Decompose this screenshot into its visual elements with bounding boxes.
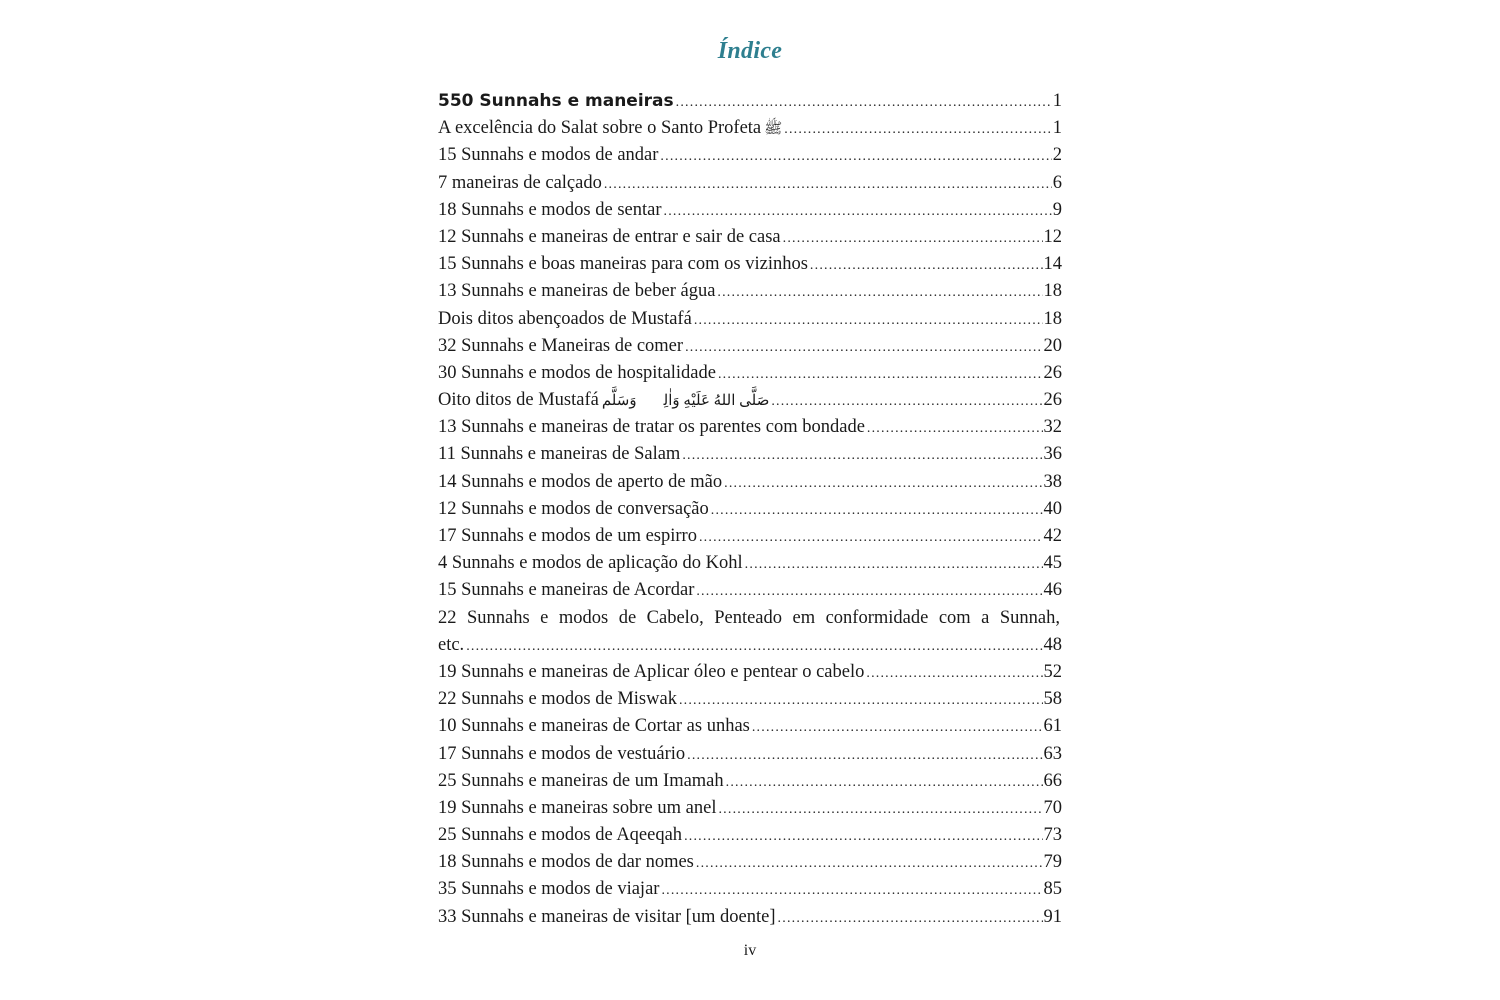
toc-entry (438, 142, 1062, 169)
dot-leader (687, 742, 1042, 769)
toc-entry-title-text: Dois ditos abençoados de Mustafá (438, 308, 692, 329)
honorific-calligraphy: ﷺ (764, 121, 783, 138)
dot-leader (684, 823, 1042, 850)
toc-entry-title (438, 523, 699, 550)
toc-entry (438, 387, 1062, 414)
toc-entry-title-text: 18 Sunnahs e modos de dar nomes (438, 852, 694, 873)
toc-entry-title (438, 115, 784, 143)
table-of-contents (438, 88, 1062, 931)
toc-page-number: 12 (1043, 226, 1062, 247)
toc-entry (438, 795, 1062, 822)
toc-entry (438, 441, 1062, 468)
toc-entry (438, 306, 1062, 333)
dot-leader (783, 225, 1043, 252)
toc-entry-title-text: 7 maneiras de calçado (438, 172, 602, 193)
toc-page-number: 91 (1043, 906, 1062, 927)
toc-entry-title (438, 822, 684, 849)
toc-entry (438, 577, 1062, 604)
toc-entry-title (438, 387, 771, 415)
toc-page-number: 18 (1043, 281, 1062, 302)
toc-entry (438, 768, 1062, 795)
toc-entry-title (438, 441, 682, 468)
dot-leader (718, 361, 1043, 388)
toc-entry-title (438, 904, 778, 931)
dot-leader (724, 470, 1042, 497)
toc-entry-title-text: 11 Sunnahs e maneiras de Salam (438, 444, 681, 465)
toc-entry-title-text: 12 Sunnahs e modos de conversação (438, 498, 709, 519)
toc-entry-title (438, 768, 726, 795)
toc-entry-title (438, 278, 717, 305)
toc-entry-title-text: 15 Sunnahs e modos de andar (438, 145, 659, 166)
toc-entry-title (438, 414, 867, 441)
toc-entry-title-continuation: etc. (438, 634, 465, 655)
dot-leader (778, 905, 1043, 932)
dot-leader (726, 769, 1043, 796)
toc-entry-title-text: 19 Sunnahs e maneiras sobre um anel (438, 797, 717, 818)
toc-page-number: 66 (1043, 770, 1062, 791)
toc-page-number: 38 (1043, 471, 1062, 492)
dot-leader (699, 524, 1043, 551)
toc-page-number: 52 (1043, 661, 1062, 682)
toc-page-number: 26 (1043, 362, 1062, 383)
toc-page-number: 85 (1043, 879, 1062, 900)
toc-entry-title (438, 577, 696, 604)
toc-entry-title-text: 550 Sunnahs e maneiras (438, 91, 674, 111)
toc-entry-title-text: 13 Sunnahs e maneiras de beber água (438, 281, 716, 302)
toc-entry (438, 904, 1062, 931)
toc-page-number: 1 (1052, 91, 1062, 111)
toc-entry-title-text: 25 Sunnahs e modos de Aqeeqah (438, 825, 683, 846)
toc-page-number: 2 (1052, 145, 1062, 166)
toc-page-number: 79 (1043, 852, 1062, 873)
toc-page-number: 46 (1043, 580, 1062, 601)
toc-entry (438, 360, 1062, 387)
toc-entry-title (438, 88, 676, 115)
toc-section-heading (438, 88, 1062, 115)
toc-page-number: 63 (1043, 743, 1062, 764)
dot-leader (694, 307, 1043, 334)
toc-entry-title-text: 18 Sunnahs e modos de sentar (438, 199, 662, 220)
dot-leader (752, 714, 1043, 741)
toc-entry (438, 849, 1062, 876)
dot-leader (466, 633, 1042, 660)
page-number: iv (743, 942, 757, 959)
toc-page-number: 40 (1043, 498, 1062, 519)
toc-entry (438, 469, 1062, 496)
toc-entry-title (438, 224, 783, 251)
toc-entry-continuation (438, 632, 1062, 659)
dot-leader (718, 796, 1042, 823)
toc-page-number: 6 (1052, 172, 1062, 193)
toc-entry-title-text: 25 Sunnahs e maneiras de um Imamah (438, 770, 724, 791)
toc-entry-title-text: 10 Sunnahs e maneiras de Cortar as unhas (438, 716, 750, 737)
toc-entry-title (438, 550, 745, 577)
dot-leader (866, 660, 1042, 687)
toc-entry (438, 251, 1062, 278)
toc-entry (438, 523, 1062, 550)
dot-leader (676, 89, 1052, 116)
page-title: Índice (717, 38, 783, 64)
toc-page-number: 48 (1043, 634, 1062, 655)
toc-entry (438, 659, 1062, 686)
dot-leader (717, 279, 1042, 306)
dot-leader (679, 687, 1043, 714)
toc-entry (438, 713, 1062, 740)
toc-entry-title (438, 306, 694, 333)
toc-entry-title (438, 496, 711, 523)
toc-entry-title (438, 741, 687, 768)
toc-entry-title-text: 30 Sunnahs e modos de hospitalidade (438, 362, 716, 383)
toc-entry-title-text: 14 Sunnahs e modos de aperto de mão (438, 471, 723, 492)
toc-entry (438, 876, 1062, 903)
toc-entry-title-text: 35 Sunnahs e modos de viajar (438, 879, 660, 900)
toc-page-number: 42 (1043, 526, 1062, 546)
toc-entry (438, 550, 1062, 577)
dot-leader (661, 877, 1042, 904)
toc-entry-title (438, 849, 696, 876)
toc-entry (438, 278, 1062, 305)
toc-entry-title-text: 32 Sunnahs e Maneiras de comer (438, 335, 684, 356)
dot-leader (711, 497, 1043, 524)
dot-leader (660, 143, 1051, 170)
dot-leader (685, 334, 1042, 361)
toc-page-number: 70 (1043, 797, 1062, 818)
toc-entry-title (438, 197, 664, 224)
toc-entry-title-text: Oito ditos de Mustafá (438, 390, 599, 411)
toc-page-number: 61 (1043, 716, 1062, 737)
toc-entry-title-text: 33 Sunnahs e maneiras de visitar [um doente] (438, 906, 776, 927)
dot-leader (784, 116, 1051, 143)
toc-entry-title: 22 Sunnahs e modos de Cabelo, Penteado em conformidade com a Sunnah, (438, 607, 1060, 628)
toc-entry-title-text: 15 Sunnahs e boas maneiras para com os vizinhos (438, 254, 808, 275)
toc-page-number: 20 (1043, 335, 1062, 356)
dot-leader (664, 198, 1052, 225)
toc-page-number: 58 (1043, 689, 1062, 710)
dot-leader (745, 551, 1043, 578)
honorific-calligraphy: صَلَّى اللهُ عَلَيْهِ وَاٰلِهٖ وَسَلَّم (601, 393, 770, 410)
toc-entry-title (438, 659, 866, 686)
toc-entry-title (438, 876, 661, 903)
toc-entry (438, 333, 1062, 360)
toc-entry (438, 170, 1062, 197)
toc-entry-title-text: 12 Sunnahs e maneiras de entrar e sair de casa (438, 226, 781, 247)
toc-entry-title (438, 142, 660, 169)
toc-entry-title (438, 713, 752, 740)
dot-leader (696, 578, 1042, 605)
toc-entry-title-text: A excelência do Salat sobre o Santo Profeta (438, 118, 762, 139)
toc-entry-title (438, 333, 685, 360)
toc-page-number: 14 (1043, 254, 1062, 275)
toc-entry-title-text: 15 Sunnahs e maneiras de Acordar (438, 580, 695, 601)
toc-entry (438, 686, 1062, 713)
toc-page-number: 36 (1043, 444, 1062, 465)
toc-entry (438, 741, 1062, 768)
toc-entry (438, 496, 1062, 523)
toc-page-number: 9 (1052, 199, 1062, 220)
dot-leader (771, 388, 1042, 415)
toc-page-number: 1 (1052, 118, 1062, 139)
toc-entry-title (438, 360, 718, 387)
toc-entry-title (438, 686, 679, 713)
dot-leader (867, 415, 1043, 442)
toc-entry (438, 115, 1062, 142)
toc-entry-title (438, 170, 604, 197)
toc-entry-title-text: 22 Sunnahs e modos de Miswak (438, 689, 677, 710)
toc-entry (438, 605, 1062, 632)
toc-page-number: 45 (1043, 553, 1062, 574)
toc-entry-title (438, 795, 718, 822)
toc-page-number: 32 (1043, 417, 1062, 438)
toc-entry-title-text: 13 Sunnahs e maneiras de tratar os parentes com bondade (438, 417, 865, 438)
toc-entry (438, 197, 1062, 224)
toc-page-number: 26 (1043, 390, 1062, 411)
toc-page-number: 73 (1043, 825, 1062, 846)
toc-entry (438, 822, 1062, 849)
toc-page-number: 18 (1043, 308, 1062, 329)
dot-leader (696, 850, 1043, 877)
toc-entry-title (438, 251, 810, 278)
toc-entry-title (438, 469, 724, 496)
toc-entry-title-text: 19 Sunnahs e maneiras de Aplicar óleo e pentear o cabelo (438, 661, 865, 682)
dot-leader (604, 171, 1052, 198)
dot-leader (810, 252, 1043, 279)
toc-entry-title-text: 4 Sunnahs e modos de aplicação do Kohl (438, 553, 743, 574)
dot-leader (682, 442, 1042, 469)
toc-entry (438, 224, 1062, 251)
toc-entry (438, 414, 1062, 441)
toc-entry-title-text: 17 Sunnahs e modos de um espirro (438, 526, 697, 546)
toc-entry-title-text: 17 Sunnahs e modos de vestuário (438, 743, 686, 764)
